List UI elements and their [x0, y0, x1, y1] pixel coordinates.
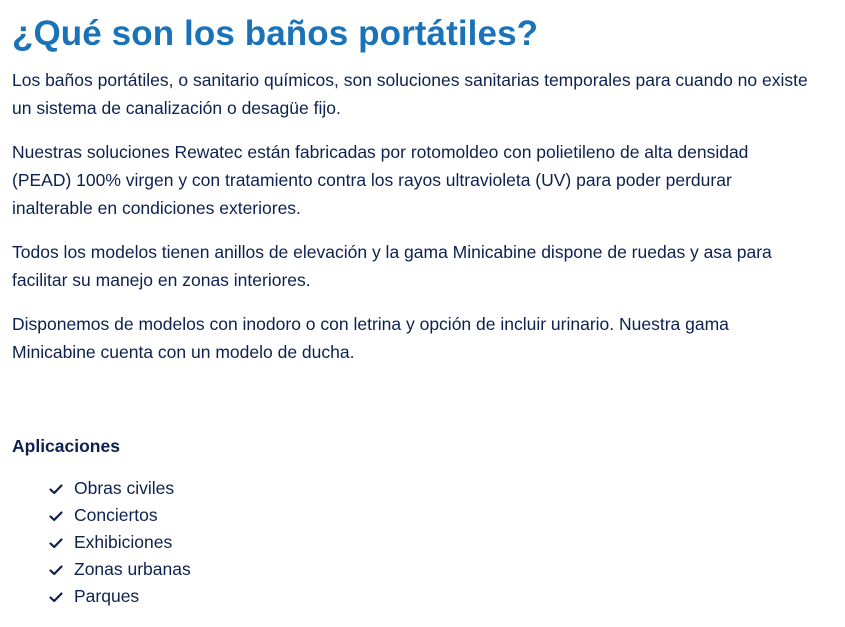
check-icon — [48, 508, 64, 524]
list-item — [48, 502, 833, 529]
list-item — [48, 529, 833, 556]
intro-paragraph: Los baños portátiles, o sanitario químicos, son soluciones sanitarias temporales para cuando no existe un sistema de canalización o desagüe fijo. — [12, 70, 808, 118]
features-paragraph: Todos los modelos tienen anillos de elevación y la gama Minicabine dispone de ruedas y asa para facilitar su manejo en zonas interiores. — [12, 242, 772, 290]
models-paragraph: Disponemos de modelos con inodoro o con letrina y opción de incluir urinario. Nuestra gama Minicabine cuenta con un modelo de ducha. — [12, 314, 729, 362]
check-icon — [48, 481, 64, 497]
applications-title: Aplicaciones — [12, 436, 120, 456]
check-icon — [48, 589, 64, 605]
list-item-label: Zonas urbanas — [74, 559, 191, 579]
applications-list — [12, 475, 833, 610]
check-icon — [48, 535, 64, 551]
list-item — [48, 475, 833, 502]
list-item-label: Obras civiles — [74, 478, 175, 498]
list-item — [48, 556, 833, 583]
check-icon — [48, 562, 64, 578]
list-item-label: Parques — [74, 586, 140, 606]
list-item — [48, 583, 833, 610]
list-item-label: Exhibiciones — [74, 532, 173, 552]
list-item-label: Conciertos — [74, 505, 158, 525]
page-title: ¿Qué son los baños portátiles? — [12, 14, 539, 53]
materials-paragraph: Nuestras soluciones Rewatec están fabricadas por rotomoldeo con polietileno de alta densidad (PEAD) 100% virgen y con tratamiento contra los rayos ultravioleta (UV) para poder perdurar inalterable en condiciones exteriores. — [12, 142, 749, 218]
